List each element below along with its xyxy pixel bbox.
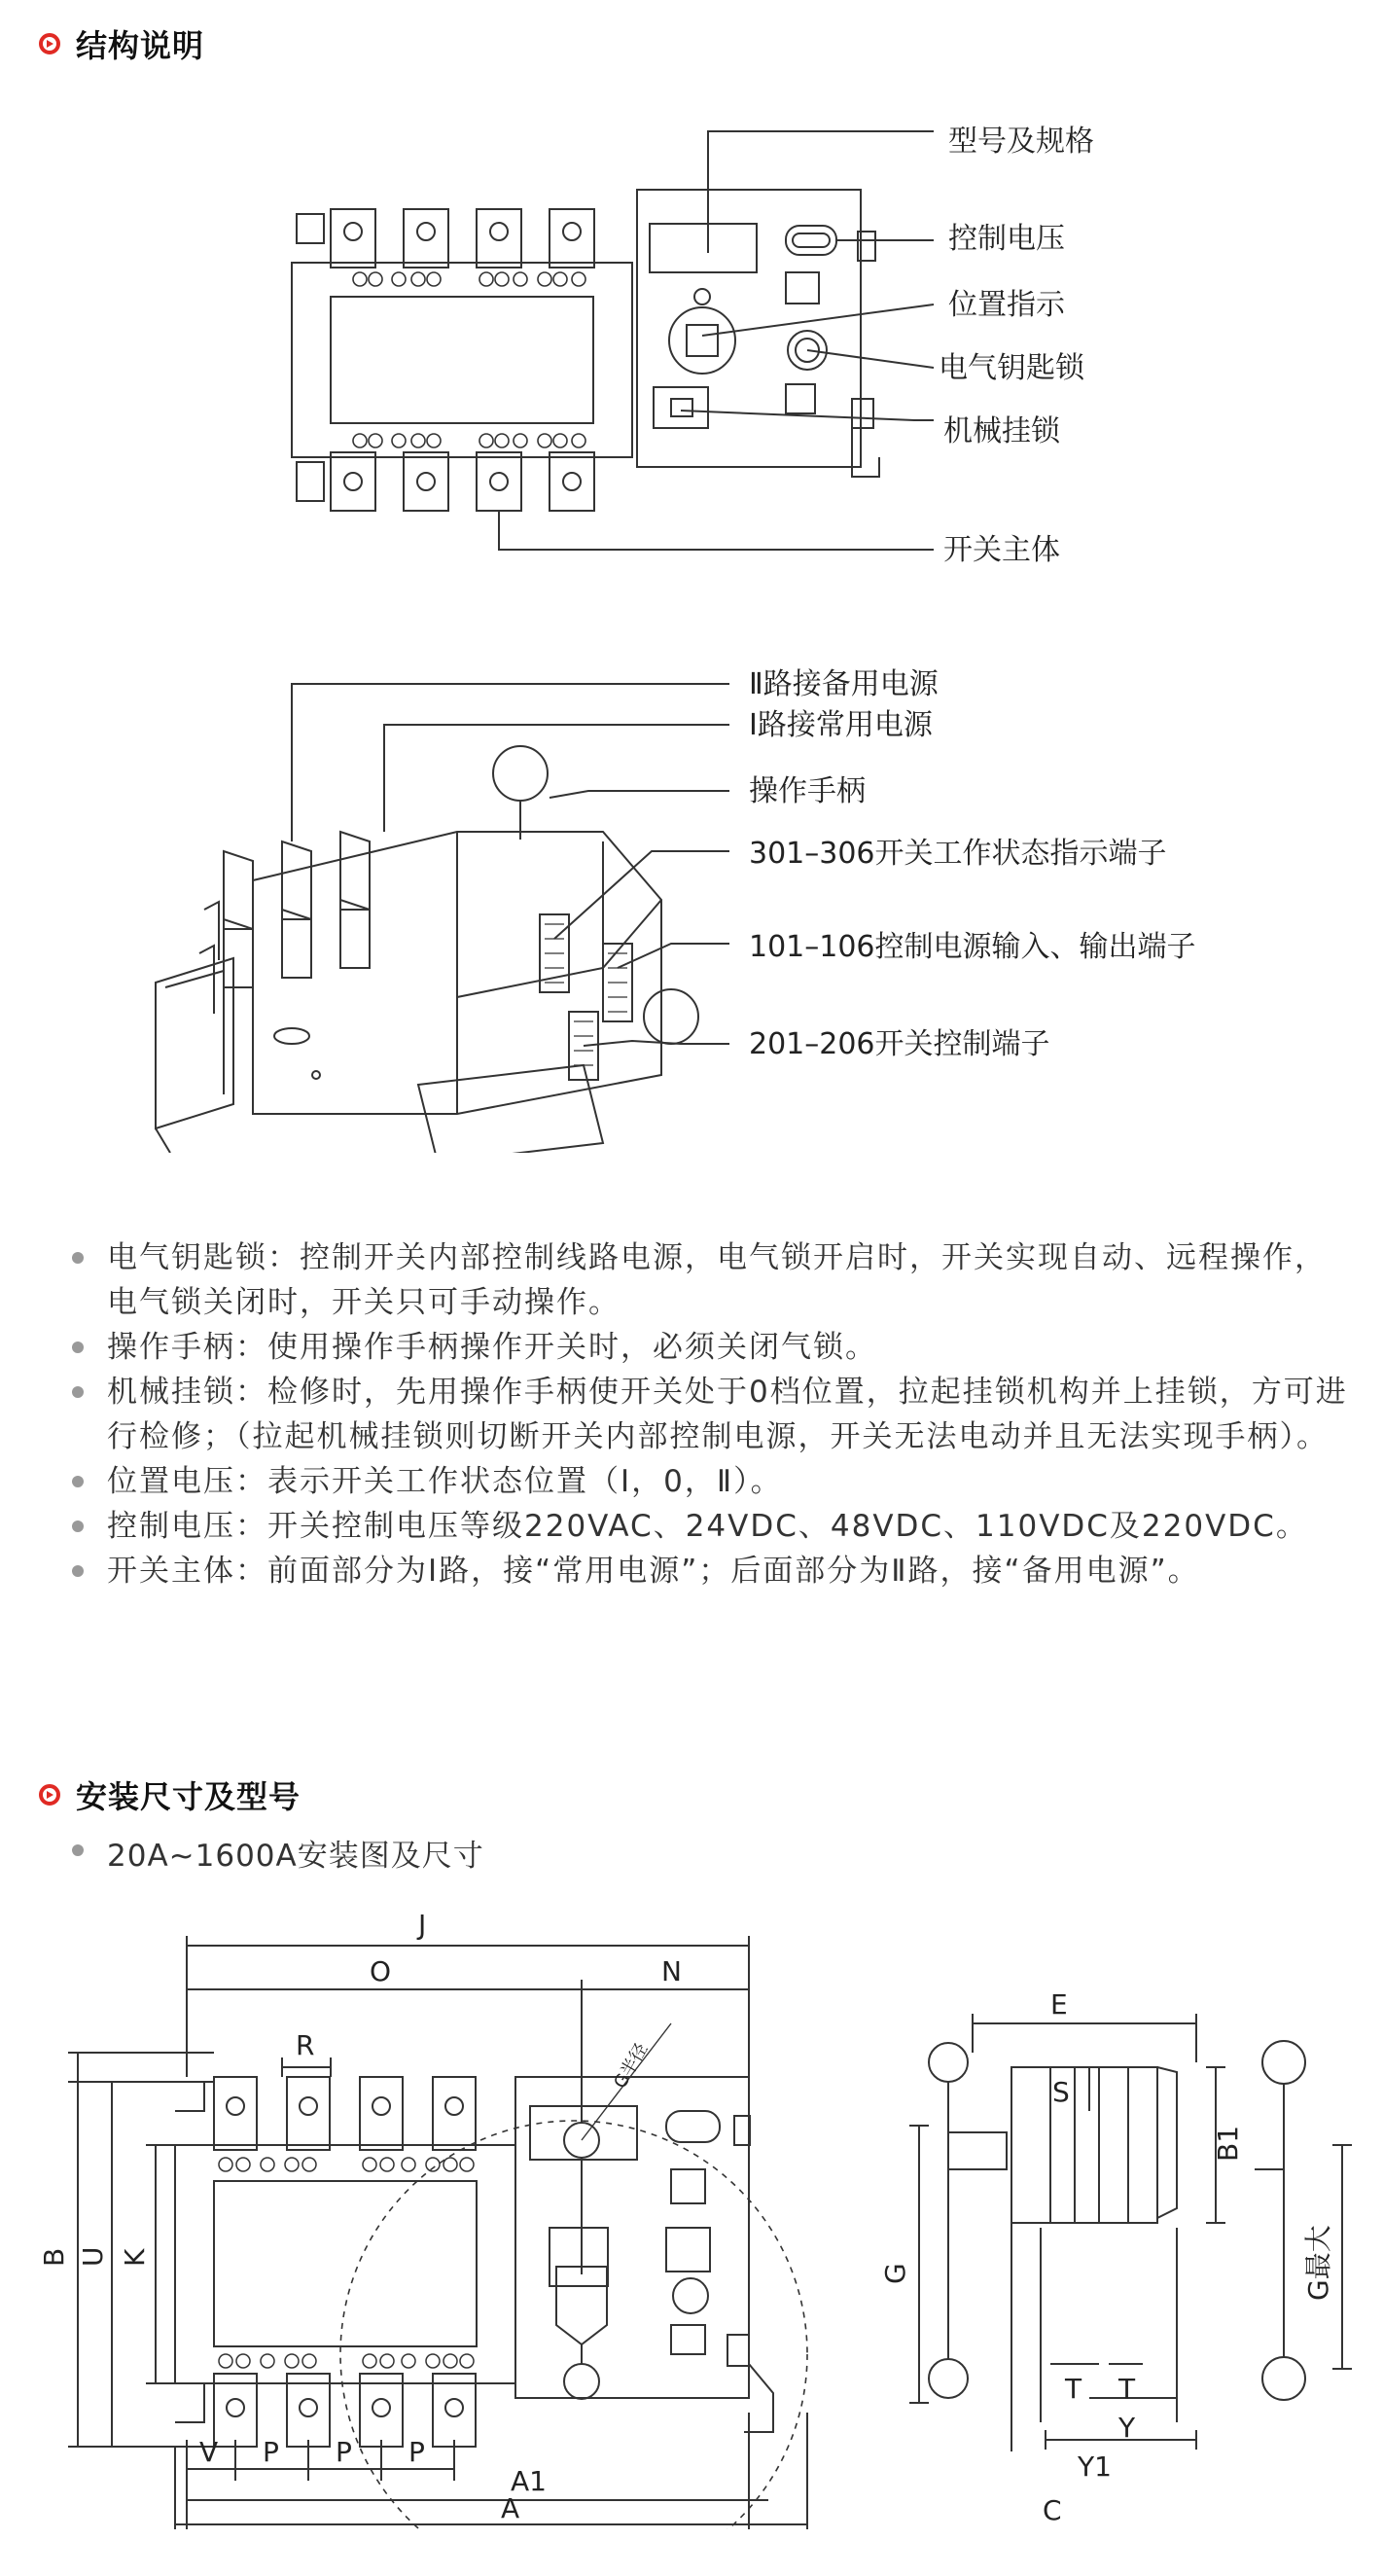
feature-list: [68, 1235, 1352, 1593]
dim-R: R: [296, 2029, 315, 2061]
play-bullet-icon: [39, 1784, 60, 1806]
installation-dimension-diagram: [0, 1907, 1383, 2529]
label-handle: 操作手柄: [749, 774, 866, 808]
dim-B: B: [38, 2247, 70, 2267]
label-line1-normal: Ⅰ路接常用电源: [749, 708, 933, 742]
dim-J: J: [418, 1909, 427, 1941]
label-mechanical-padlock: 机械挂锁: [943, 414, 1060, 448]
section-title-text: 结构说明: [76, 27, 205, 64]
dim-C: C: [1043, 2494, 1062, 2526]
list-item: 机械挂锁：检修时，先用操作手柄使开关处于0档位置，拉起挂锁机构并上挂锁，方可进行检修；（拉起机械挂锁则切断开关内部控制电源，开关无法电动并且无法实现手柄）。: [68, 1370, 1352, 1459]
dim-P-3: P: [408, 2436, 425, 2468]
dim-T-1: T: [1065, 2373, 1082, 2405]
dim-A: A: [501, 2492, 520, 2524]
label-line2-backup: Ⅱ路接备用电源: [749, 667, 939, 701]
list-item: 控制电压：开关控制电压等级220VAC、24VDC、48VDC、110VDC及220VDC。: [68, 1504, 1352, 1549]
dim-A1: A1: [511, 2465, 547, 2497]
dim-V: V: [199, 2436, 219, 2468]
dim-N: N: [661, 1955, 682, 1987]
label-position-indicator: 位置指示: [948, 288, 1065, 322]
list-item: 电气钥匙锁：控制开关内部控制线路电源，电气锁开启时，开关实现自动、远程操作，电气锁关闭时，开关只可手动操作。: [68, 1235, 1352, 1325]
isometric-view-diagram: [0, 647, 1383, 1153]
bottom-terminals: [297, 452, 594, 511]
dim-B1: B1: [1212, 2125, 1244, 2162]
label-terminal-101: 101–106控制电源输入、输出端子: [749, 930, 1196, 964]
section-install-title: [39, 1772, 301, 1817]
dim-O: O: [370, 1955, 392, 1987]
dim-P-2: P: [336, 2436, 352, 2468]
label-model-spec: 型号及规格: [948, 125, 1094, 159]
handle-knob: [493, 746, 548, 801]
dim-G: G: [879, 2263, 911, 2284]
dim-P-1: P: [263, 2436, 279, 2468]
top-terminals: [297, 209, 594, 268]
play-bullet-icon: [39, 33, 60, 54]
dim-K: K: [119, 2248, 151, 2267]
list-item: 开关主体：前面部分为Ⅰ路，接“常用电源”；后面部分为Ⅱ路，接“备用电源”。: [68, 1549, 1352, 1593]
label-control-voltage: 控制电压: [948, 222, 1065, 256]
section-structure-title: [39, 21, 204, 66]
label-switch-body: 开关主体: [943, 533, 1060, 567]
dim-G-max: G最大: [1302, 2225, 1334, 2301]
dim-Y: Y: [1118, 2412, 1136, 2444]
section-title-text: 安装尺寸及型号: [76, 1778, 301, 1815]
label-terminal-201: 201–206开关控制端子: [749, 1027, 1050, 1061]
dim-G-radius: G半径: [610, 2039, 653, 2093]
label-electric-key-lock: 电气钥匙锁: [939, 351, 1084, 385]
dim-Y1: Y1: [1078, 2451, 1112, 2483]
dim-S: S: [1052, 2076, 1070, 2108]
install-subtitle: 20A~1600A安装图及尺寸: [68, 1831, 484, 1875]
label-terminal-301: 301–306开关工作状态指示端子: [749, 837, 1167, 871]
list-item: 操作手柄：使用操作手柄操作开关时，必须关闭气锁。: [68, 1325, 1352, 1370]
list-item: 位置电压：表示开关工作状态位置（Ⅰ，0，Ⅱ）。: [68, 1459, 1352, 1504]
dim-U: U: [77, 2246, 109, 2267]
dim-E: E: [1050, 1988, 1068, 2021]
dim-T-2: T: [1118, 2373, 1136, 2405]
switch-body-outline: [292, 263, 632, 457]
front-view-diagram: [0, 117, 1383, 739]
